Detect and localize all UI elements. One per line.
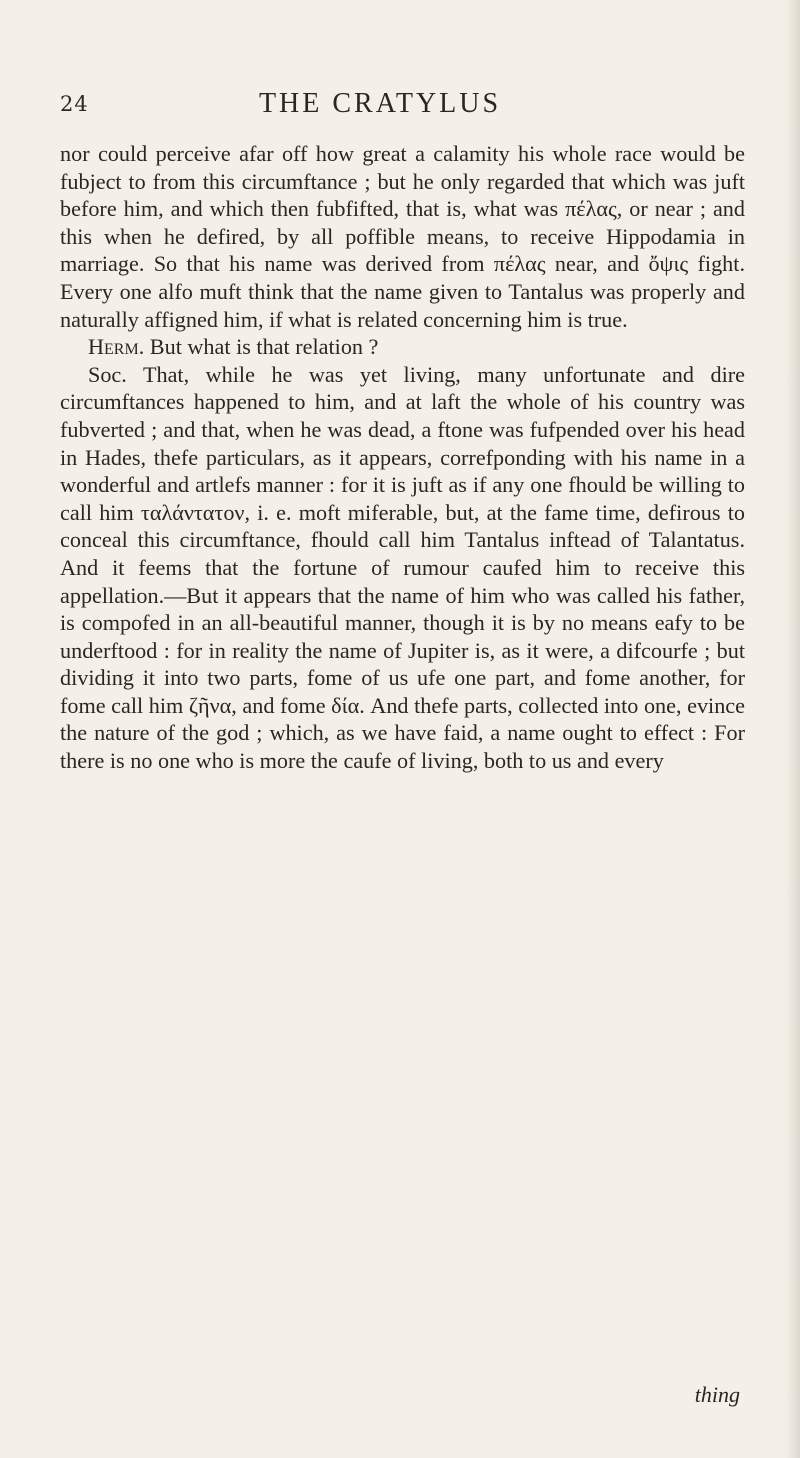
speaker-label: Herm. (88, 334, 145, 360)
paragraph-text: But what is that relation ? (149, 334, 379, 360)
paragraph-continuation (60, 140, 745, 333)
body-text (60, 140, 745, 775)
page-header (60, 88, 740, 128)
paragraph-herm (60, 333, 745, 361)
paragraph-text: That, while he was yet living, many unfortunate and dire circumftances happened to him, and at laft the whole of his country was fubverted ; and that, when he was dead, a ftone was fufpended over his head in Hades, thefe particulars, as it appears, correfponding with his name in a wonderful and artlefs manner : for it is juft as if any one fhould be willing to call him ταλάντατον, i. e. moft miferable, but, at the fame time, defirous to conceal this circumftance, fhould call him Tantalus inftead of Talantatus. And it feems that the fortune of rumour caufed him to receive this appellation.—But it appears that the name of him who was called his father, is compofed in an all-beautiful manner, though it is by no means eafy to be underftood : for in reality the name of Jupiter is, as it were, a difcourfe ; but dividing it into two parts, fome of us ufe one part, and fome another, for fome call him ζῆνα, and fome δία. And thefe parts, collected into one, evince the nature of the god ; which, as we have faid, a name ought to effect : For there is no one who is more the caufe of living, both to us and every (60, 361, 745, 774)
paragraph-soc (60, 361, 745, 775)
speaker-label: Soc. (88, 361, 127, 387)
catchword: thing (694, 1382, 740, 1407)
paragraph-text: nor could perceive afar off how great a calamity his whole race would be fubject to from this circumftance ; but he only regarded that which was juft before him, and which then fubfifted, that is, what was πέλας, or near ; and this when he defired, by all poffible means, to receive Hippodamia in marriage. So that his name was derived from πέλας near, and ὄψις fight. Every one alfo muft think that the name given to Tantalus was properly and naturally affigned him, if what is related concerning him is true. (60, 141, 745, 332)
page-number: 24 (60, 92, 89, 116)
running-head: THE CRATYLUS (258, 88, 502, 119)
